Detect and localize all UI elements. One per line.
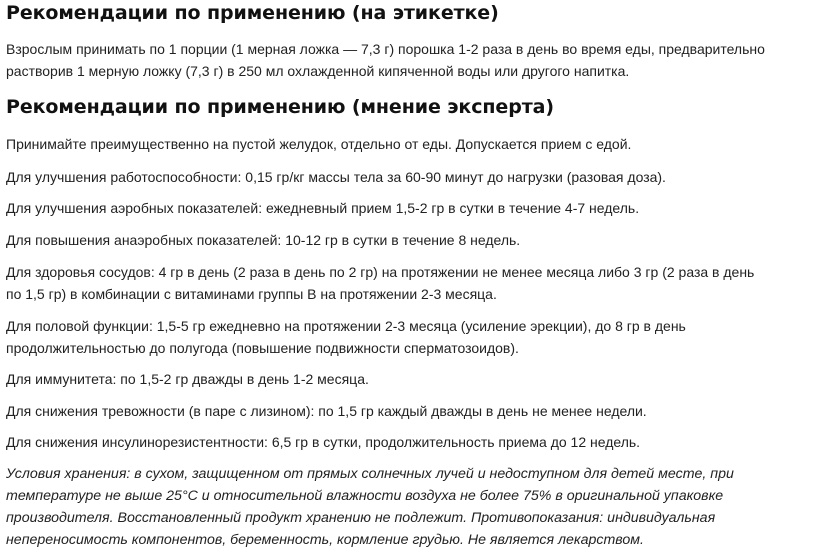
label-text-line-1: Взрослым принимать по 1 порции (1 мерная ложка — 7,3 г) порошка 1-2 раза в день во время еды, предварительно <box>6 41 765 57</box>
expert-item-anxiety: Для снижения тревожности (в паре с лизином): по 1,5 гр каждый дважды в день не менее недели. <box>6 403 647 419</box>
expert-item-sexual-line-2: продолжительностью до полугода (повышение подвижности сперматозоидов). <box>6 340 519 356</box>
expert-item-performance: Для улучшения работоспособности: 0,15 гр/кг массы тела за 60-90 минут до нагрузки (разовая доза). <box>6 169 666 185</box>
expert-item-aerobic: Для улучшения аэробных показателей: ежедневный прием 1,5-2 гр в сутки в течение 4-7 недель. <box>6 200 640 216</box>
label-recommendations-heading: Рекомендации по применению (на этикетке) <box>6 2 499 24</box>
expert-item-vessels-line-2: по 1,5 гр) в комбинации с витаминами группы В на протяжении 2-3 месяца. <box>6 286 497 302</box>
expert-item-vessels-line-1: Для здоровья сосудов: 4 гр в день (2 раза в день по 2 гр) на протяжении не менее месяца либо 3 гр (2 раза в день <box>6 264 755 280</box>
expert-item-anaerobic: Для повышения анаэробных показателей: 10-12 гр в сутки в течение 8 недель. <box>6 232 521 248</box>
expert-item-sexual-line-1: Для половой функции: 1,5-5 гр ежедневно на протяжении 2-3 месяца (усиление эрекции), до 8 гр в день <box>6 318 686 334</box>
label-text-line-2: растворив 1 мерную ложку (7,3 г) в 250 мл охлажденной кипяченной воды или другого напитка. <box>6 63 630 79</box>
storage-line-4: непереносимость компонентов, беременность, кормление грудью. Не является лекарством. <box>6 532 644 548</box>
storage-line-1: Условия хранения: в сухом, защищенном от прямых солнечных лучей и недоступном для детей месте, при <box>6 466 734 482</box>
storage-line-3: производителя. Восстановленный продукт хранению не подлежит. Противопоказания: индивидуальная <box>6 510 716 526</box>
expert-item-empty-stomach: Принимайте преимущественно на пустой желудок, отдельно от еды. Допускается прием с едой. <box>6 136 632 152</box>
expert-item-immunity: Для иммунитета: по 1,5-2 гр дважды в день 1-2 месяца. <box>6 371 369 387</box>
storage-line-2: температуре не выше 25°С и относительной влажности воздуха не более 75% в оригинальной упаковке <box>6 488 724 504</box>
expert-recommendations-heading: Рекомендации по применению (мнение эксперта) <box>6 96 554 118</box>
expert-item-insulin: Для снижения инсулинорезистентности: 6,5 гр в сутки, продолжительность приема до 12 недель. <box>6 434 641 450</box>
